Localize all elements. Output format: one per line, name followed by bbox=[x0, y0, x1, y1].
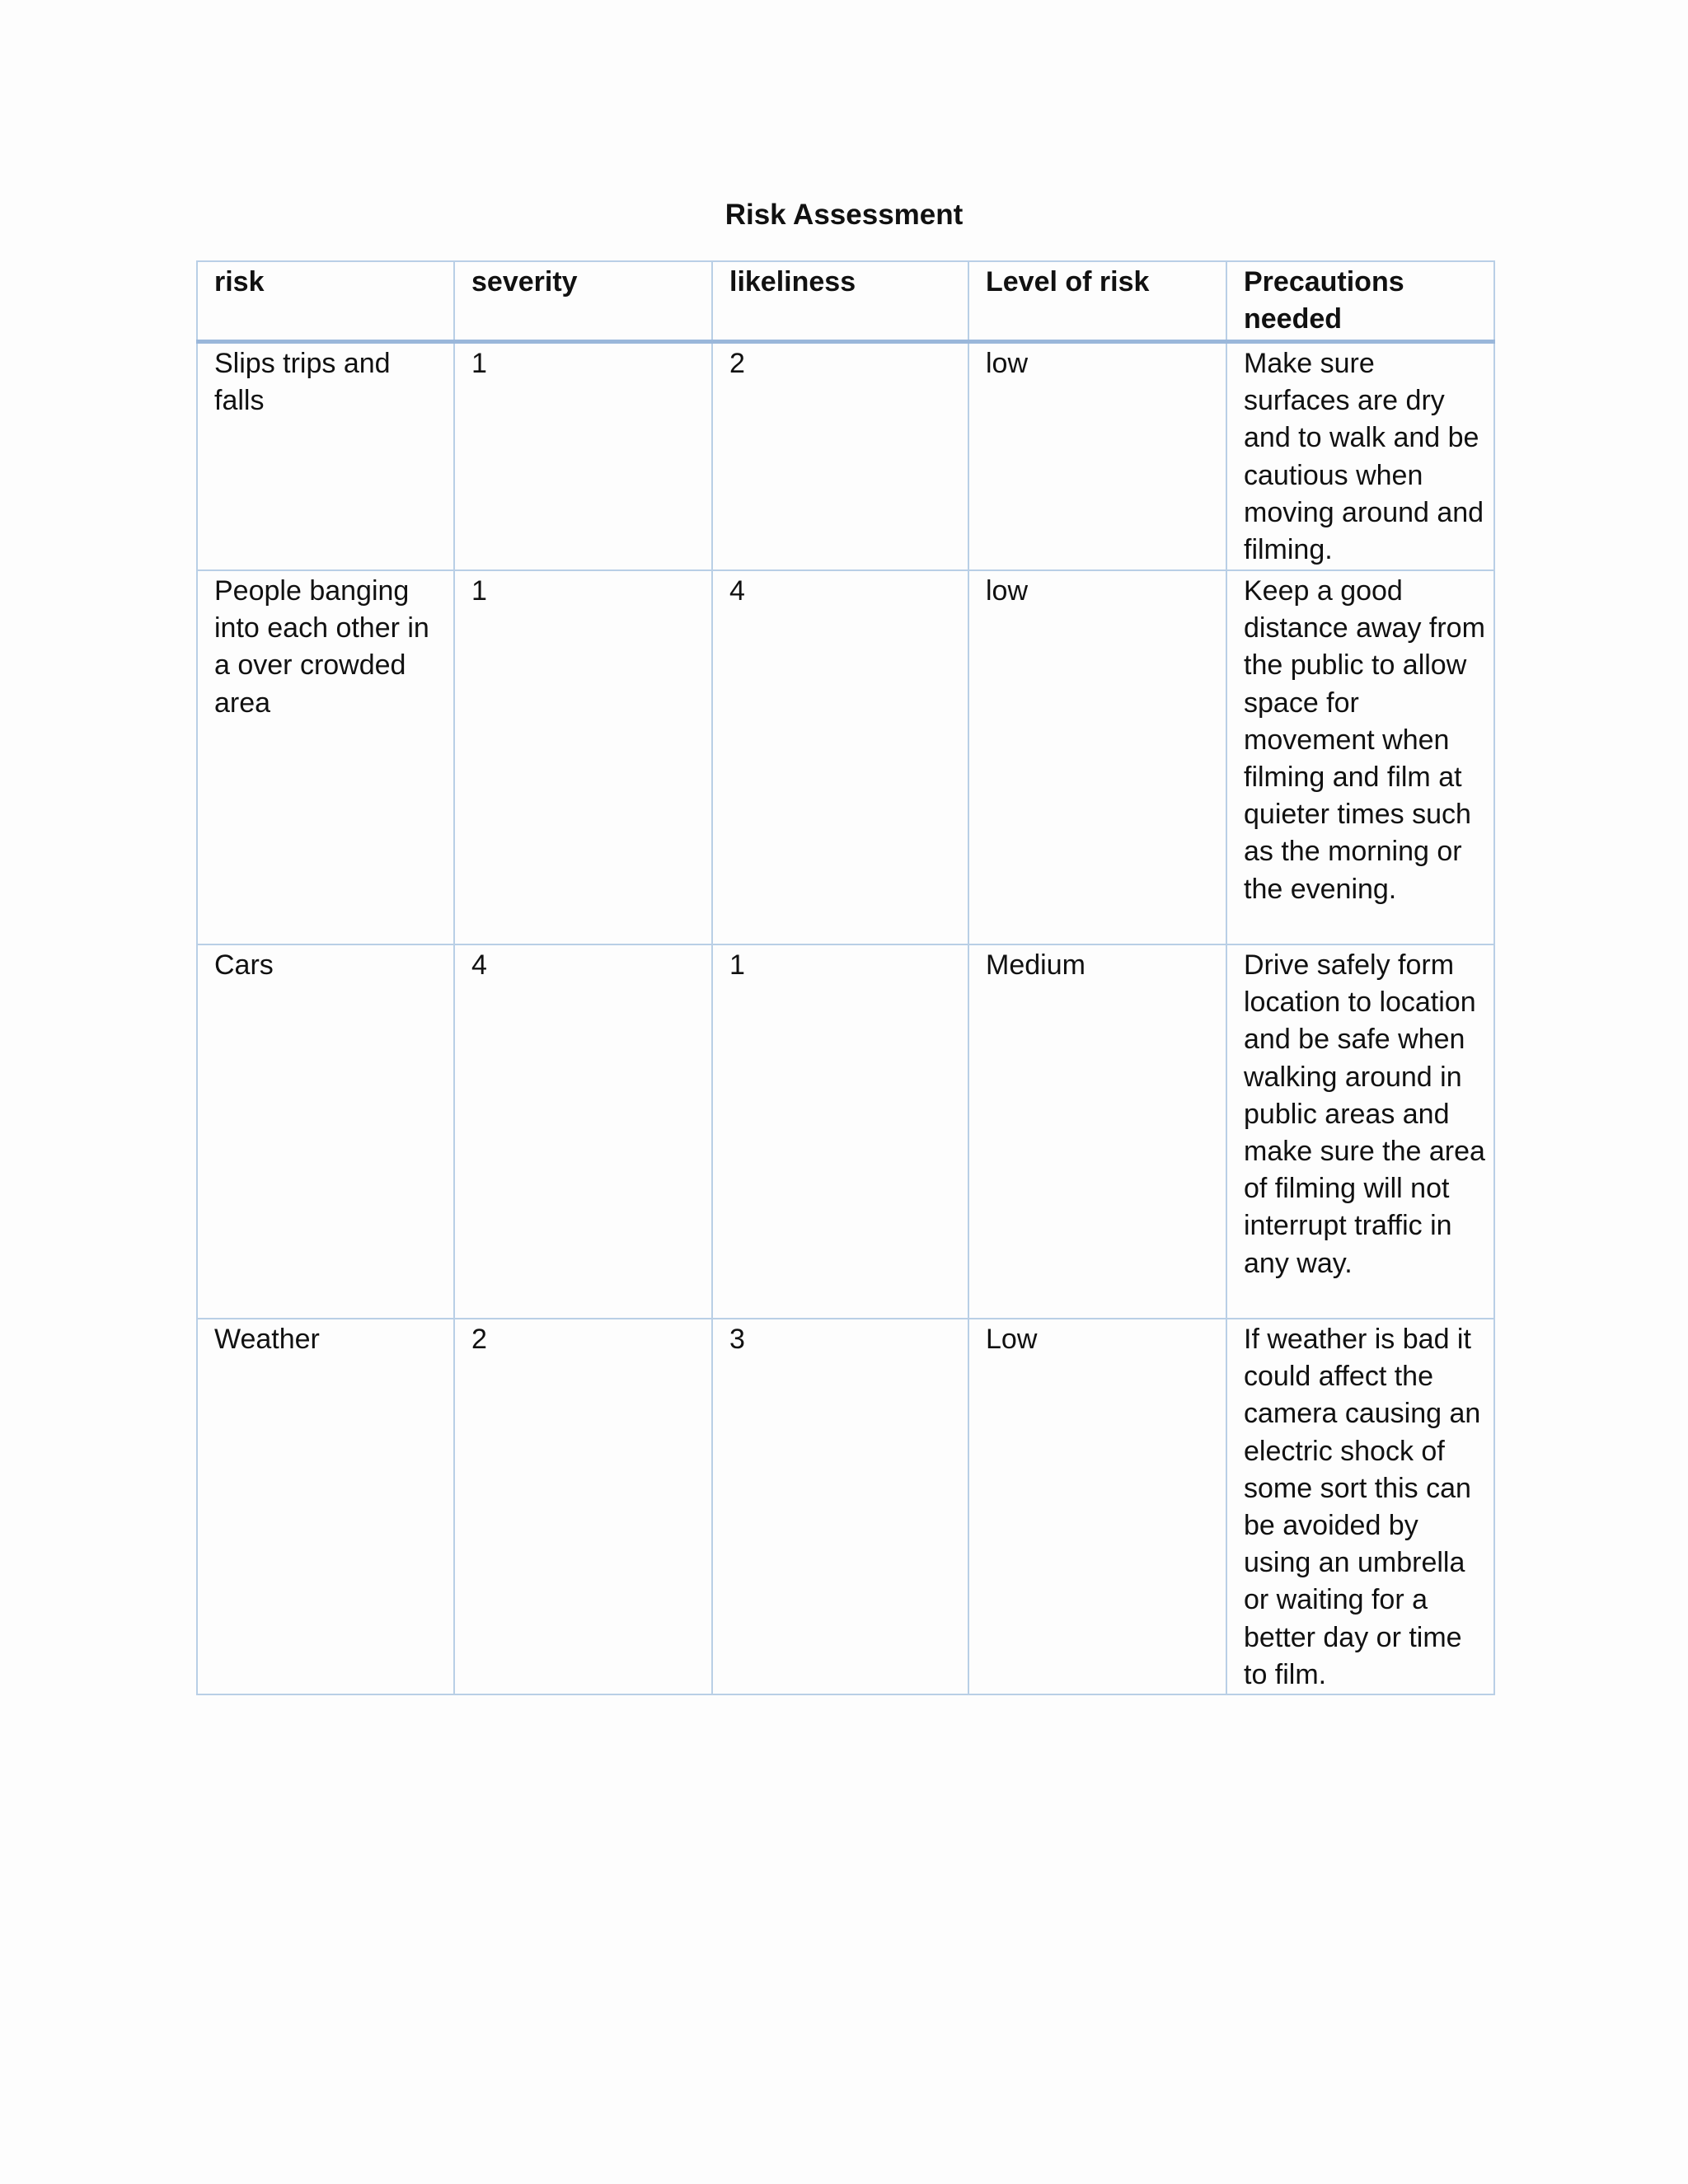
cell-risk: Weather bbox=[197, 1319, 454, 1694]
cell-likeliness: 3 bbox=[712, 1319, 968, 1694]
column-header-risk: risk bbox=[197, 261, 454, 342]
cell-precautions: If weather is bad it could affect the camera causing an electric shock of some sort this can be avoided by using an umbrella or waiting for a better day or time to film. bbox=[1226, 1319, 1494, 1694]
column-header-severity: severity bbox=[454, 261, 712, 342]
cell-severity: 2 bbox=[454, 1319, 712, 1694]
cell-risk: Cars bbox=[197, 944, 454, 1319]
cell-precautions: Keep a good distance away from the public to allow space for movement when filming and film at quieter times such as the morning or the evening. bbox=[1226, 570, 1494, 944]
cell-risk: Slips trips and falls bbox=[197, 342, 454, 571]
cell-severity: 1 bbox=[454, 570, 712, 944]
column-header-likeliness: likeliness bbox=[712, 261, 968, 342]
cell-level-of-risk: low bbox=[968, 570, 1226, 944]
table-row bbox=[197, 1319, 1494, 1694]
risk-assessment-table bbox=[196, 260, 1495, 1695]
cell-level-of-risk: low bbox=[968, 342, 1226, 571]
cell-likeliness: 1 bbox=[712, 944, 968, 1319]
table-row bbox=[197, 570, 1494, 944]
cell-risk: People banging into each other in a over crowded area bbox=[197, 570, 454, 944]
cell-likeliness: 2 bbox=[712, 342, 968, 571]
table-row bbox=[197, 944, 1494, 1319]
table-row bbox=[197, 342, 1494, 571]
column-header-level-of-risk: Level of risk bbox=[968, 261, 1226, 342]
column-header-precautions: Precautions needed bbox=[1226, 261, 1494, 342]
table-header-row bbox=[197, 261, 1494, 342]
cell-likeliness: 4 bbox=[712, 570, 968, 944]
cell-severity: 4 bbox=[454, 944, 712, 1319]
cell-precautions: Drive safely form location to location and be safe when walking around in public areas and make sure the area of filming will not interrupt traffic in any way. bbox=[1226, 944, 1494, 1319]
cell-precautions: Make sure surfaces are dry and to walk and be cautious when moving around and filming. bbox=[1226, 342, 1494, 571]
cell-level-of-risk: Medium bbox=[968, 944, 1226, 1319]
page-title: Risk Assessment bbox=[724, 199, 964, 231]
cell-severity: 1 bbox=[454, 342, 712, 571]
cell-level-of-risk: Low bbox=[968, 1319, 1226, 1694]
